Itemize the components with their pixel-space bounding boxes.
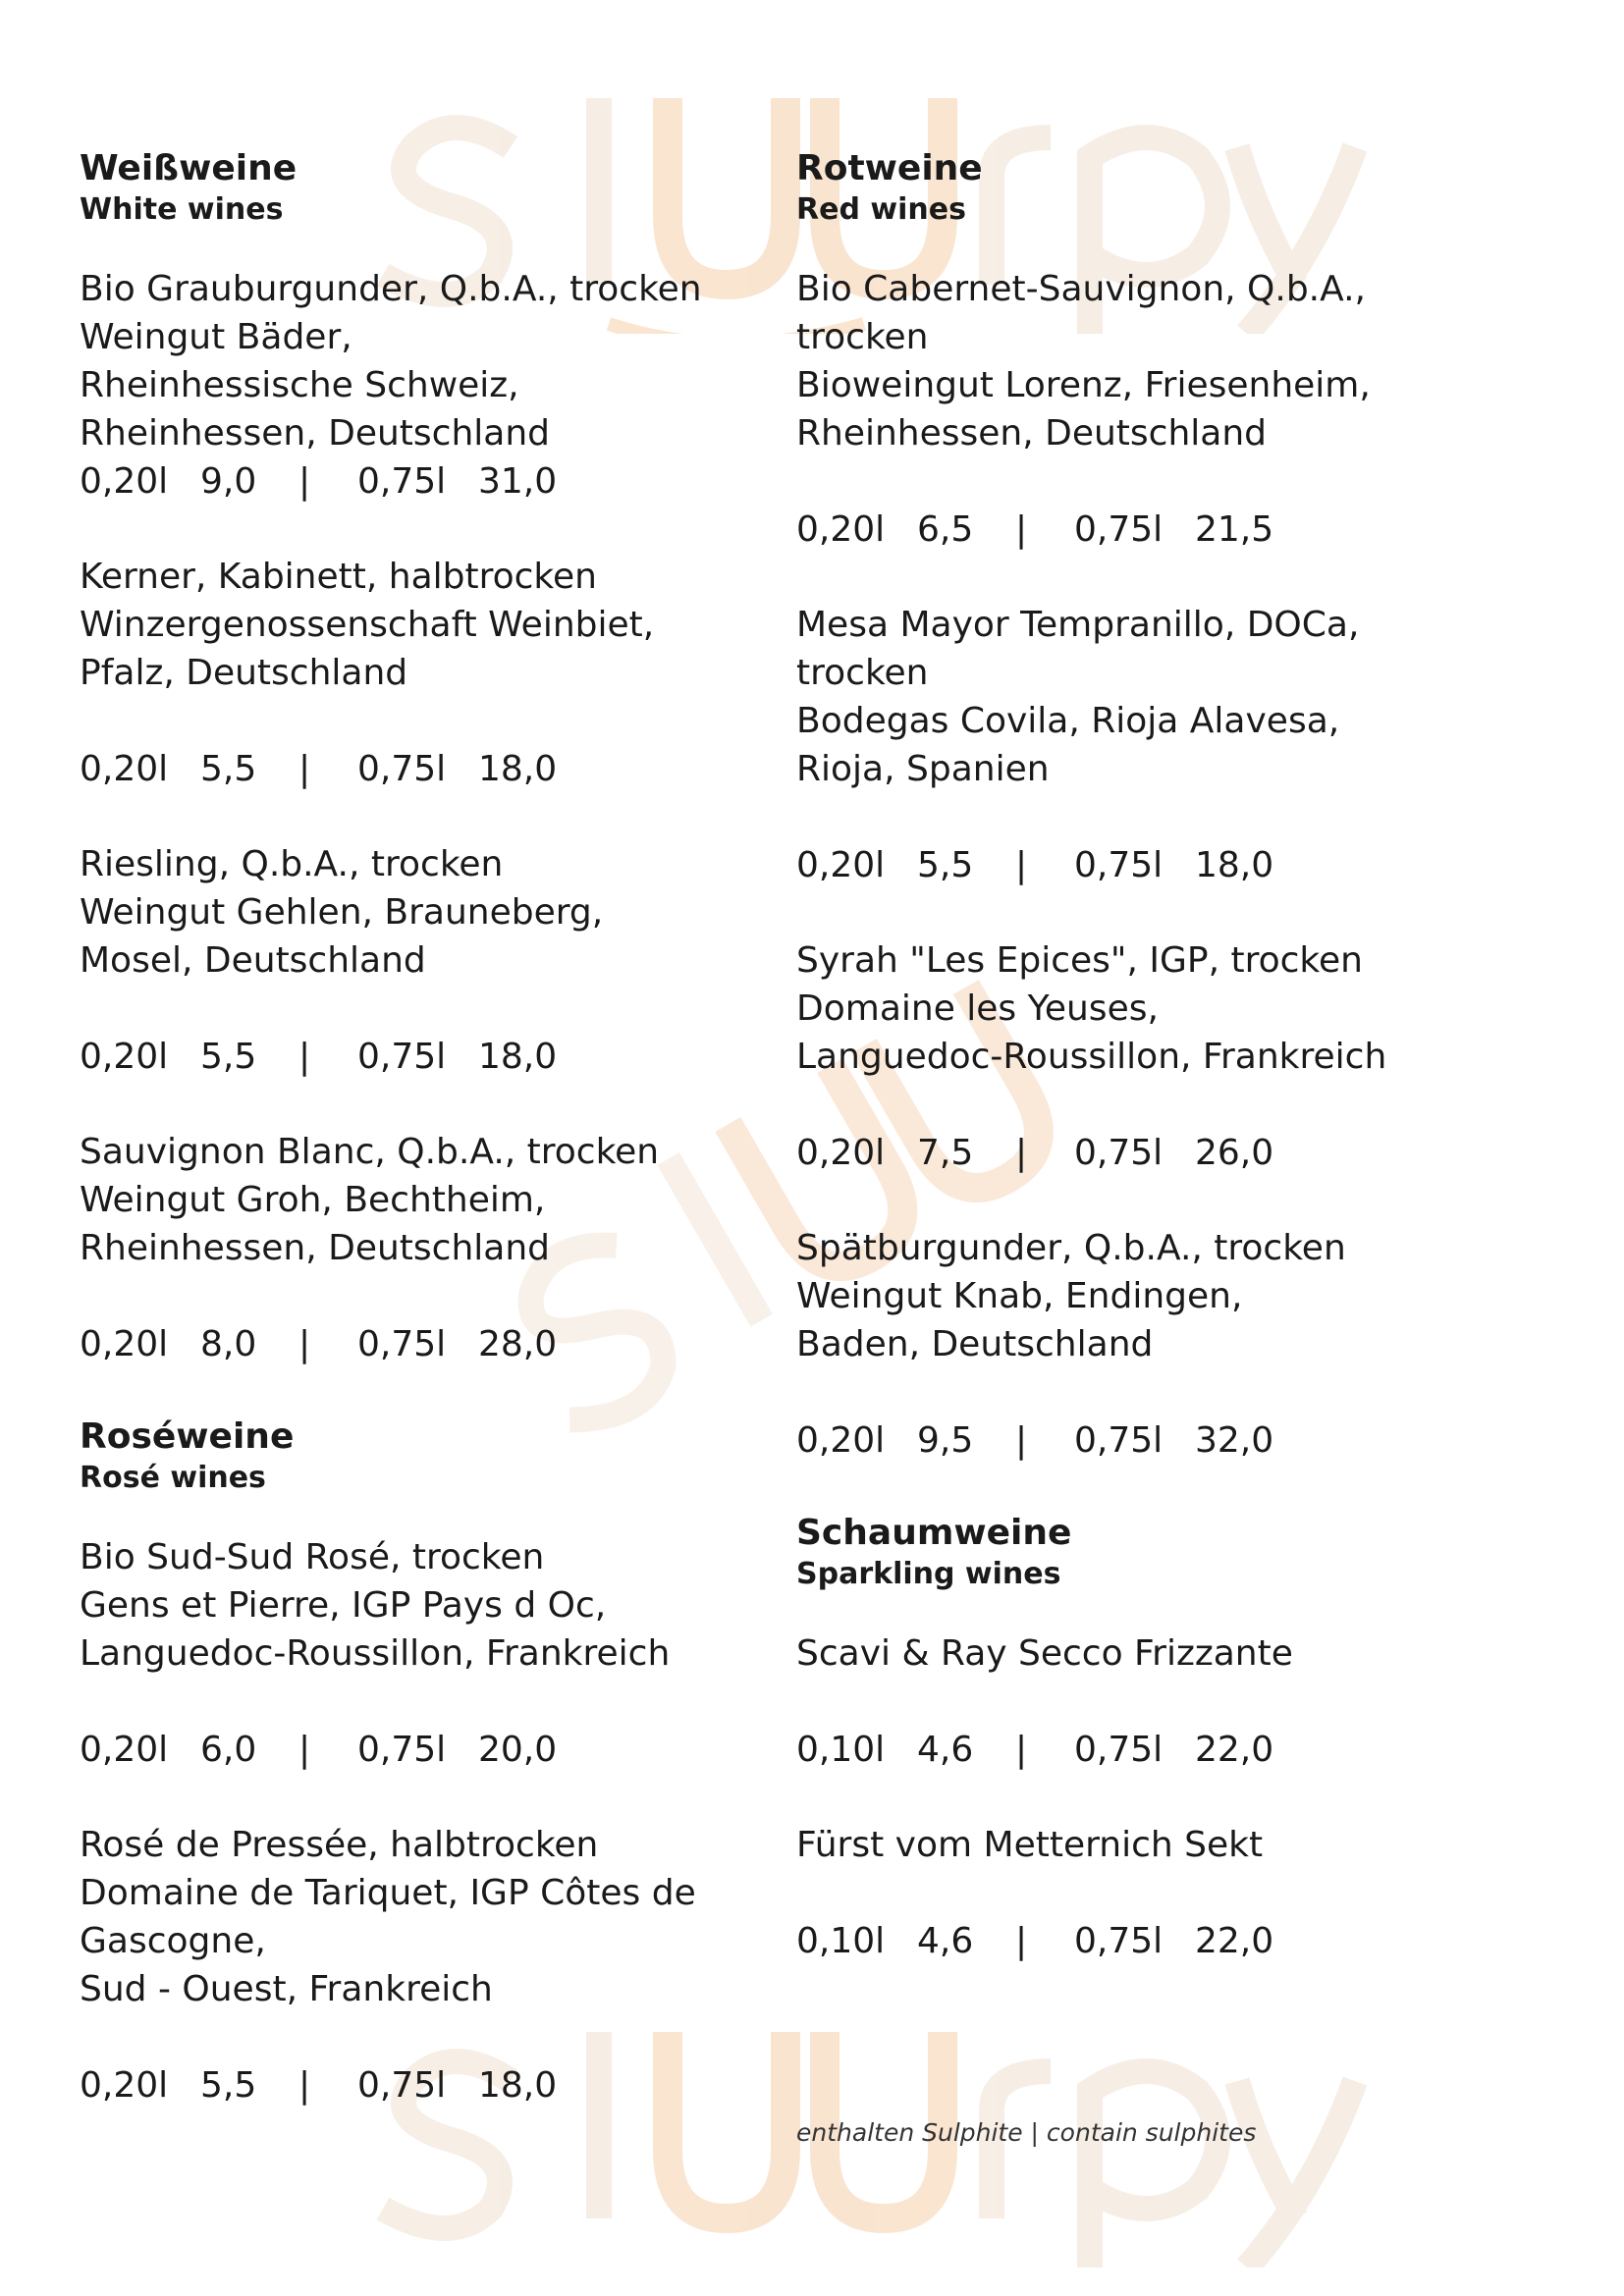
wine-origin-line: Rheinhessen, Deutschland bbox=[80, 1228, 551, 1268]
wine-origin-line: Domaine les Yeuses, bbox=[796, 988, 1159, 1029]
glass-size: 0,20l bbox=[796, 1420, 886, 1461]
menu-section bbox=[796, 147, 1484, 1465]
wine-item bbox=[796, 265, 1484, 554]
price-row bbox=[796, 1129, 1484, 1177]
bottle-price: 22,0 bbox=[1195, 1921, 1274, 1961]
glass-price: 6,0 bbox=[200, 1730, 257, 1770]
wine-item bbox=[80, 1128, 767, 1368]
glass-price: 4,6 bbox=[917, 1921, 974, 1961]
price-row bbox=[796, 506, 1484, 554]
wine-origin-line: Gascogne, bbox=[80, 1921, 266, 1961]
section-subtitle: Red wines bbox=[796, 192, 966, 227]
wine-name: Fürst vom Metternich Sekt bbox=[796, 1825, 1264, 1865]
glass-size: 0,20l bbox=[796, 509, 886, 550]
glass-size: 0,20l bbox=[80, 1324, 169, 1364]
wine-origin-line: Rheinhessen, Deutschland bbox=[80, 413, 551, 454]
glass-size: 0,20l bbox=[80, 461, 169, 502]
wine-origin-line: Baden, Deutschland bbox=[796, 1324, 1154, 1364]
glass-price: 5,5 bbox=[200, 749, 257, 789]
wine-item bbox=[796, 601, 1484, 889]
bottle-price: 26,0 bbox=[1195, 1133, 1274, 1173]
bottle-price: 21,5 bbox=[1195, 509, 1274, 550]
wine-origin-line: Mosel, Deutschland bbox=[80, 940, 426, 981]
spacer bbox=[796, 457, 1484, 506]
wine-name: Riesling, Q.b.A., trocken bbox=[80, 844, 504, 884]
bottle-size: 0,75l bbox=[357, 2065, 447, 2106]
left-column bbox=[80, 147, 767, 2157]
bottle-price: 18,0 bbox=[478, 749, 558, 789]
bottle-size: 0,75l bbox=[1074, 1133, 1164, 1173]
wine-origin-line: Rheinhessische Schweiz, bbox=[80, 365, 519, 405]
glass-price: 9,5 bbox=[917, 1420, 974, 1461]
price-row bbox=[796, 1726, 1484, 1774]
bottle-size: 0,75l bbox=[357, 1730, 447, 1770]
spacer bbox=[796, 1368, 1484, 1416]
glass-size: 0,20l bbox=[80, 1037, 169, 1077]
wine-item bbox=[796, 1224, 1484, 1465]
spacer bbox=[80, 985, 767, 1033]
bottle-size: 0,75l bbox=[1074, 845, 1164, 885]
glass-price: 5,5 bbox=[200, 1037, 257, 1077]
section-title: Rotweine bbox=[796, 148, 983, 188]
price-separator: | bbox=[1015, 1921, 1028, 1961]
price-row bbox=[796, 841, 1484, 889]
price-separator: | bbox=[1015, 1133, 1028, 1173]
wine-name: Kerner, Kabinett, halbtrocken bbox=[80, 557, 597, 597]
bottle-size: 0,75l bbox=[1074, 1730, 1164, 1770]
section-subtitle: Rosé wines bbox=[80, 1461, 266, 1495]
spacer bbox=[796, 793, 1484, 841]
glass-price: 9,0 bbox=[200, 461, 257, 502]
wine-item bbox=[80, 1533, 767, 1774]
glass-price: 5,5 bbox=[200, 2065, 257, 2106]
wine-item bbox=[796, 936, 1484, 1177]
bottle-price: 22,0 bbox=[1195, 1730, 1274, 1770]
price-separator: | bbox=[1015, 1730, 1028, 1770]
bottle-size: 0,75l bbox=[1074, 509, 1164, 550]
price-separator: | bbox=[298, 1324, 311, 1364]
wine-name: Rosé de Pressée, halbtrocken bbox=[80, 1825, 599, 1865]
price-separator: | bbox=[298, 1037, 311, 1077]
glass-size: 0,20l bbox=[80, 749, 169, 789]
menu-section bbox=[80, 147, 767, 1368]
section-subtitle: Sparkling wines bbox=[796, 1557, 1061, 1591]
section-subtitle: White wines bbox=[80, 192, 284, 227]
wine-origin-line: Languedoc-Roussillon, Frankreich bbox=[80, 1633, 671, 1674]
glass-size: 0,10l bbox=[796, 1730, 886, 1770]
bottle-price: 32,0 bbox=[1195, 1420, 1274, 1461]
glass-size: 0,20l bbox=[80, 1730, 169, 1770]
sulphite-footnote: enthalten Sulphite | contain sulphites bbox=[796, 2118, 1257, 2147]
menu-section bbox=[80, 1415, 767, 2109]
bottle-price: 18,0 bbox=[1195, 845, 1274, 885]
wine-origin-line: Gens et Pierre, IGP Pays d Oc, bbox=[80, 1585, 607, 1626]
wine-name: Scavi & Ray Secco Frizzante bbox=[796, 1633, 1293, 1674]
wine-origin-line: Sud - Ouest, Frankreich bbox=[80, 1969, 493, 2009]
price-separator: | bbox=[1015, 1420, 1028, 1461]
wine-name: Mesa Mayor Tempranillo, DOCa, trocken bbox=[796, 605, 1360, 693]
wine-origin-line: Rheinhessen, Deutschland bbox=[796, 413, 1268, 454]
section-title: Schaumweine bbox=[796, 1513, 1072, 1553]
bottle-price: 31,0 bbox=[478, 461, 558, 502]
price-row bbox=[80, 1726, 767, 1774]
glass-price: 6,5 bbox=[917, 509, 974, 550]
bottle-size: 0,75l bbox=[357, 749, 447, 789]
bottle-price: 28,0 bbox=[478, 1324, 558, 1364]
glass-size: 0,10l bbox=[796, 1921, 886, 1961]
wine-name: Spätburgunder, Q.b.A., trocken bbox=[796, 1228, 1346, 1268]
wine-name: Sauvignon Blanc, Q.b.A., trocken bbox=[80, 1132, 660, 1172]
glass-price: 4,6 bbox=[917, 1730, 974, 1770]
wine-name: Bio Cabernet-Sauvignon, Q.b.A., trocken bbox=[796, 269, 1366, 357]
section-title: Weißweine bbox=[80, 148, 298, 188]
price-row bbox=[80, 1320, 767, 1368]
wine-origin-line: Rioja, Spanien bbox=[796, 749, 1050, 789]
glass-price: 5,5 bbox=[917, 845, 974, 885]
bottle-size: 0,75l bbox=[357, 1324, 447, 1364]
wine-item bbox=[80, 1821, 767, 2109]
wine-origin-line: Weingut Knab, Endingen, bbox=[796, 1276, 1243, 1316]
bottle-size: 0,75l bbox=[1074, 1921, 1164, 1961]
wine-origin-line: Bioweingut Lorenz, Friesenheim, bbox=[796, 365, 1371, 405]
wine-name: Bio Grauburgunder, Q.b.A., trocken bbox=[80, 269, 702, 309]
wine-origin-line: Bodegas Covila, Rioja Alavesa, bbox=[796, 701, 1340, 741]
spacer bbox=[80, 697, 767, 745]
section-title: Roséweine bbox=[80, 1416, 295, 1457]
price-row bbox=[796, 1416, 1484, 1465]
bottle-price: 20,0 bbox=[478, 1730, 558, 1770]
wine-origin-line: Winzergenossenschaft Weinbiet, bbox=[80, 605, 655, 645]
wine-origin-line: Pfalz, Deutschland bbox=[80, 653, 408, 693]
spacer bbox=[80, 1678, 767, 1726]
wine-name: Syrah "Les Epices", IGP, trocken bbox=[796, 940, 1363, 981]
bottle-price: 18,0 bbox=[478, 1037, 558, 1077]
wine-item bbox=[80, 265, 767, 506]
price-row bbox=[80, 1033, 767, 1081]
wine-origin-line: Languedoc-Roussillon, Frankreich bbox=[796, 1037, 1387, 1077]
bottle-size: 0,75l bbox=[357, 461, 447, 502]
glass-price: 7,5 bbox=[917, 1133, 974, 1173]
price-row bbox=[80, 457, 767, 506]
spacer bbox=[80, 1272, 767, 1320]
price-row bbox=[80, 745, 767, 793]
price-row bbox=[80, 2061, 767, 2109]
wine-item bbox=[80, 553, 767, 793]
spacer bbox=[796, 1869, 1484, 1917]
glass-size: 0,20l bbox=[80, 2065, 169, 2106]
price-separator: | bbox=[298, 749, 311, 789]
price-separator: | bbox=[298, 1730, 311, 1770]
wine-origin-line: Weingut Bäder, bbox=[80, 317, 352, 357]
wine-origin-line: Weingut Groh, Bechtheim, bbox=[80, 1180, 546, 1220]
wine-origin-line: Domaine de Tariquet, IGP Côtes de bbox=[80, 1873, 696, 1913]
bottle-size: 0,75l bbox=[1074, 1420, 1164, 1461]
spacer bbox=[796, 1678, 1484, 1726]
right-column bbox=[796, 147, 1484, 2012]
glass-price: 8,0 bbox=[200, 1324, 257, 1364]
glass-size: 0,20l bbox=[796, 1133, 886, 1173]
wine-origin-line: Weingut Gehlen, Brauneberg, bbox=[80, 892, 604, 933]
wine-item bbox=[796, 1629, 1484, 1774]
menu-section bbox=[796, 1512, 1484, 1965]
price-separator: | bbox=[1015, 509, 1028, 550]
price-row bbox=[796, 1917, 1484, 1965]
spacer bbox=[796, 1081, 1484, 1129]
price-separator: | bbox=[298, 2065, 311, 2106]
price-separator: | bbox=[1015, 845, 1028, 885]
spacer bbox=[80, 2013, 767, 2061]
wine-item bbox=[80, 840, 767, 1081]
bottle-size: 0,75l bbox=[357, 1037, 447, 1077]
bottle-price: 18,0 bbox=[478, 2065, 558, 2106]
glass-size: 0,20l bbox=[796, 845, 886, 885]
wine-name: Bio Sud-Sud Rosé, trocken bbox=[80, 1537, 545, 1577]
price-separator: | bbox=[298, 461, 311, 502]
wine-item bbox=[796, 1821, 1484, 1965]
